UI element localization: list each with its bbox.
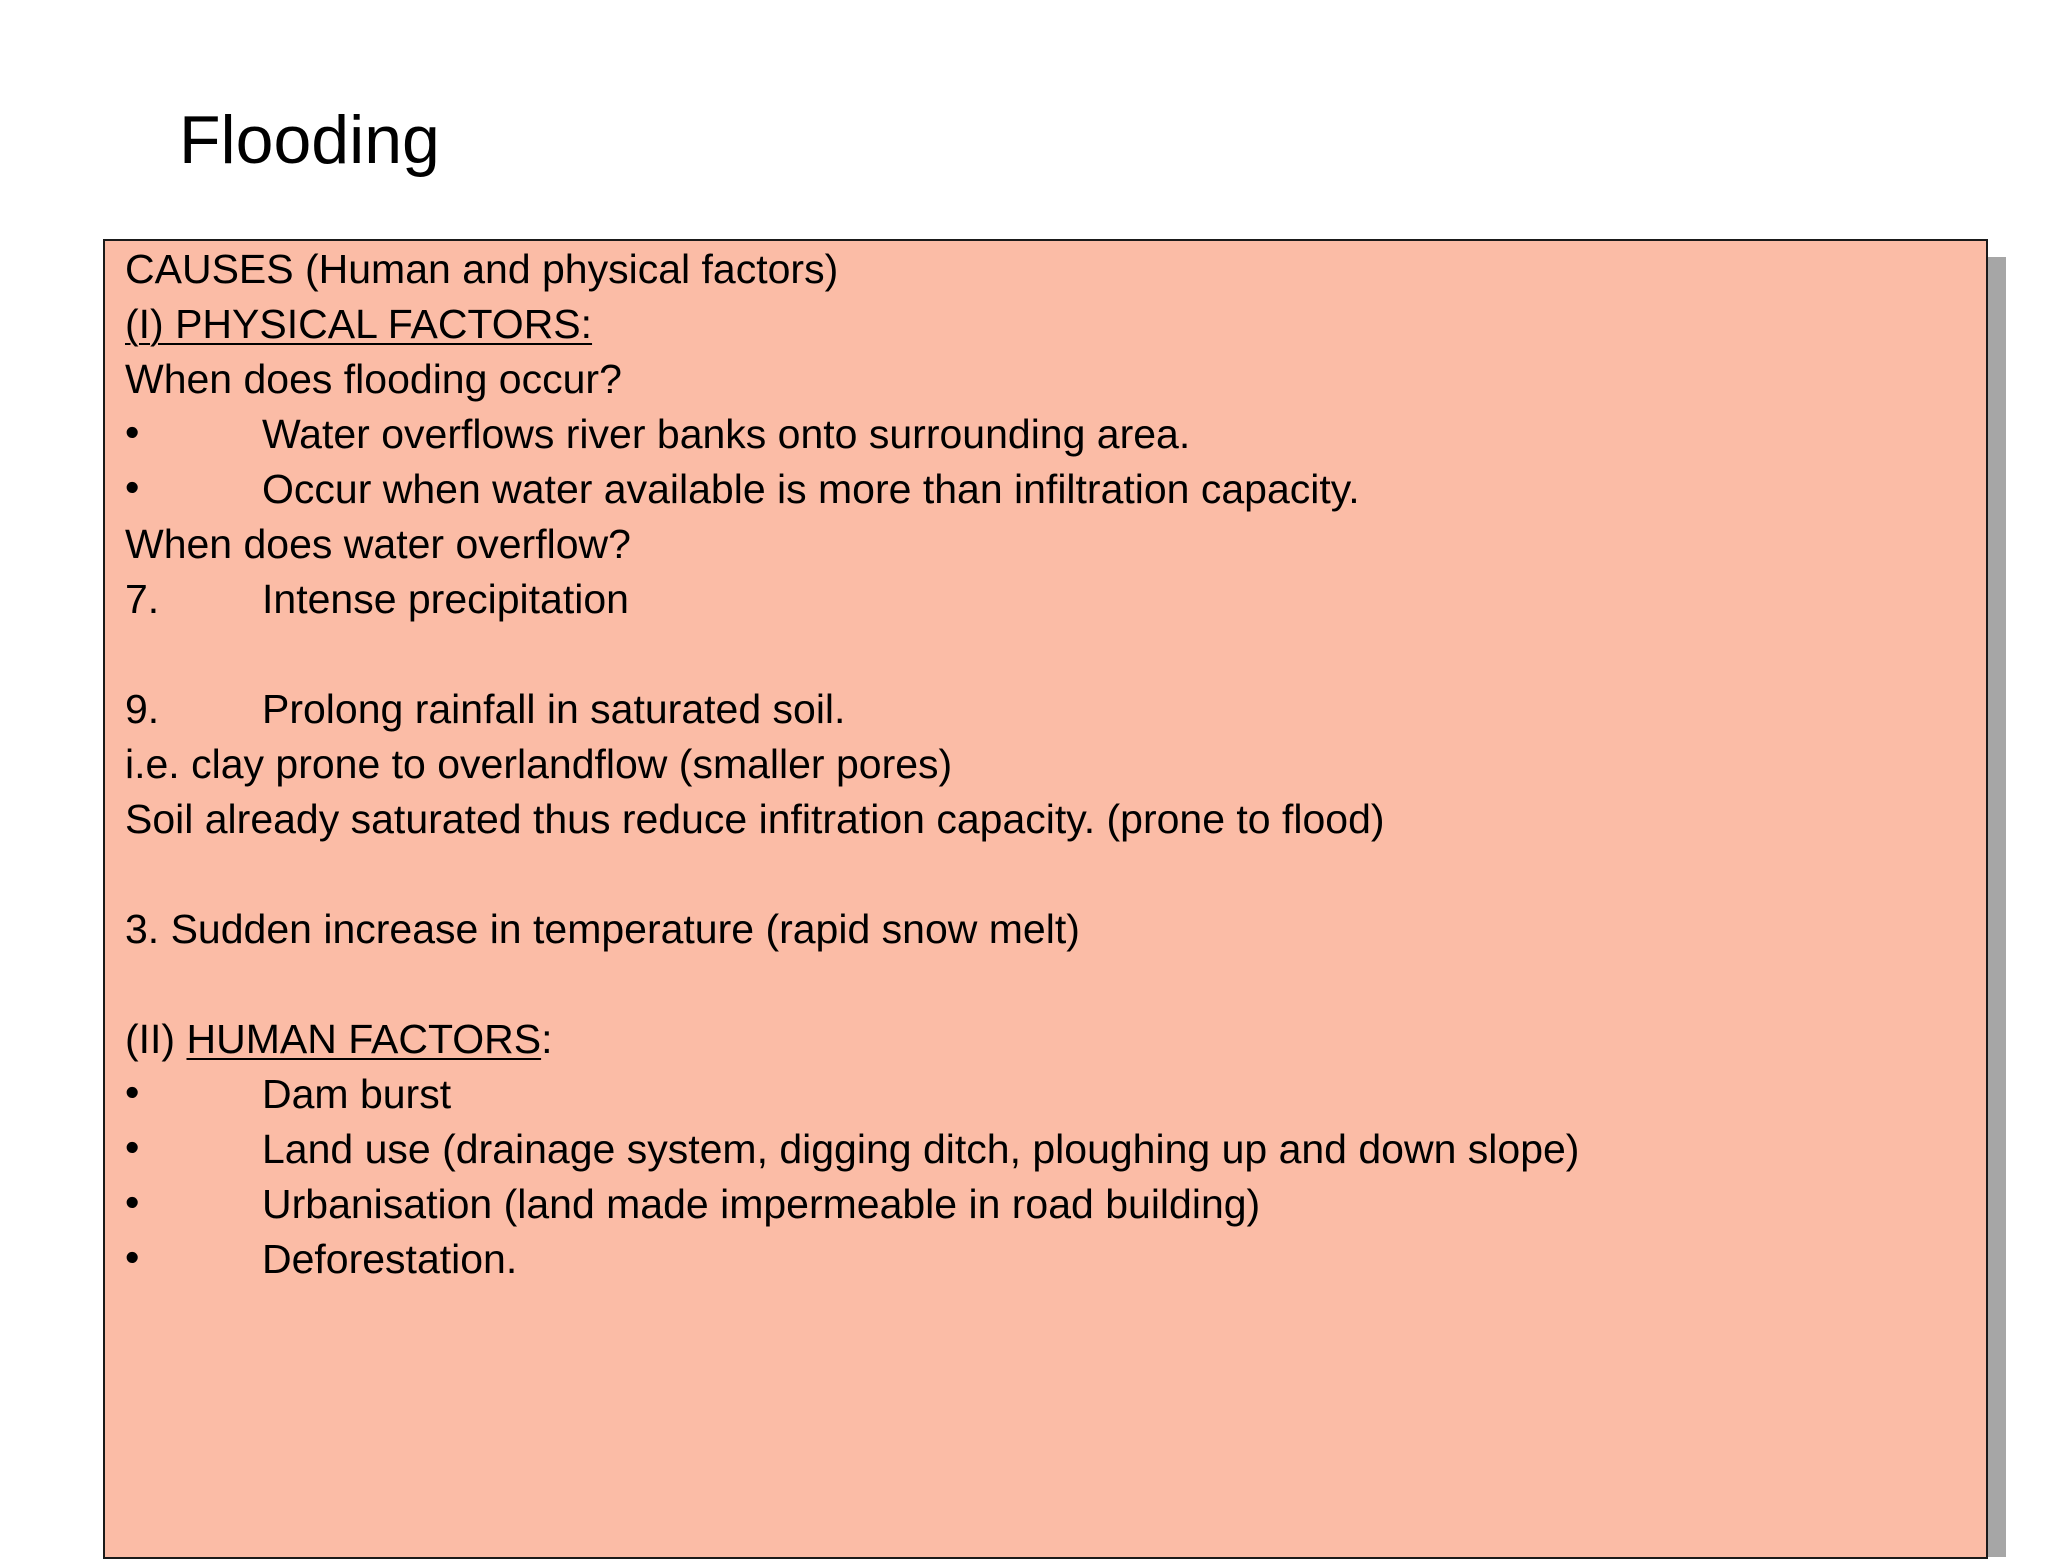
bullet-marker: •	[125, 1069, 140, 1115]
list-item	[125, 407, 1986, 462]
note-line: i.e. clay prone to overlandflow (smaller pores)	[125, 741, 953, 787]
human-factors-heading-text: HUMAN FACTORS	[186, 1016, 542, 1062]
note-line: Soil already saturated thus reduce infitration capacity. (prone to flood)	[125, 796, 1385, 842]
list-item	[125, 1122, 1986, 1177]
bullet-marker: •	[125, 1124, 140, 1170]
list-item	[125, 572, 1986, 627]
overflow-question: When does water overflow?	[125, 521, 631, 567]
bullet-marker: •	[125, 409, 140, 455]
bullet-marker: •	[125, 1234, 140, 1280]
blank-line	[125, 847, 1986, 902]
blank-line	[125, 627, 1986, 682]
human-factors-heading	[125, 1012, 1986, 1067]
list-item-text: Intense precipitation	[262, 576, 629, 622]
flood-question: When does flooding occur?	[125, 356, 622, 402]
human-factors-suffix: :	[541, 1016, 553, 1062]
list-item	[125, 462, 1986, 517]
content-panel	[103, 239, 1988, 1559]
list-item	[125, 682, 1986, 737]
list-item-text: Dam burst	[262, 1071, 452, 1117]
list-item-text: Deforestation.	[262, 1236, 518, 1282]
physical-factors-heading-text: (I) PHYSICAL FACTORS:	[125, 301, 593, 347]
list-item-text: Water overflows river banks onto surrounding area.	[262, 411, 1191, 457]
bullet-marker: •	[125, 464, 140, 510]
number-marker: 7.	[125, 576, 160, 622]
list-item	[125, 1232, 1986, 1287]
list-item	[125, 1177, 1986, 1232]
bullet-marker: •	[125, 1179, 140, 1225]
temperature-item: 3. Sudden increase in temperature (rapid snow melt)	[125, 906, 1080, 952]
number-marker: 9.	[125, 686, 160, 732]
list-item-text: Urbanisation (land made impermeable in road building)	[262, 1181, 1261, 1227]
blank-line	[125, 957, 1986, 1012]
list-item-text: Land use (drainage system, digging ditch, ploughing up and down slope)	[262, 1126, 1580, 1172]
list-item-text: Prolong rainfall in saturated soil.	[262, 686, 846, 732]
causes-heading: CAUSES (Human and physical factors)	[125, 246, 839, 292]
human-factors-prefix: (II)	[125, 1016, 187, 1062]
list-item-text: Occur when water available is more than infiltration capacity.	[262, 466, 1360, 512]
list-item	[125, 1067, 1986, 1122]
slide-title: Flooding	[179, 102, 440, 178]
physical-factors-heading	[125, 297, 1986, 352]
